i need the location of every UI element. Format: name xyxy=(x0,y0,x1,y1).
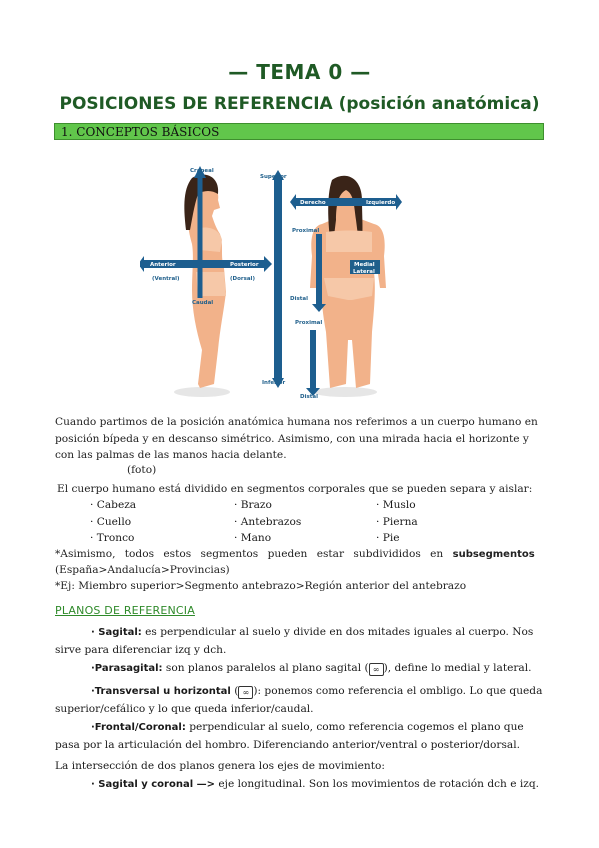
label-dorsal: (Dorsal) xyxy=(230,276,255,282)
eje-longitudinal xyxy=(55,776,547,794)
subsegments-bold: subsegmentos xyxy=(452,549,535,560)
photo-placeholder: (foto) xyxy=(127,464,157,476)
label-superior: Superior xyxy=(260,174,287,180)
label-izquierdo: Izquierdo xyxy=(366,200,396,206)
subsegments-prefix: *Asimismo, todos estos segmentos pueden estar subdivididos en xyxy=(55,548,444,560)
interseccion-text: La intersección de dos planos genera los ejes de movimiento: xyxy=(55,760,385,772)
anatomical-position-paragraph: Cuando partimos de la posición anatómica humana nos referimos a un cuerpo humano en posición bípeda y en descanso simétrico. Asimismo, con una mirada hacia el horizonte y con las palmas de las manos hacia delante. xyxy=(55,416,538,461)
plano-transversal xyxy=(55,683,547,717)
list-item: · Cabeza xyxy=(90,499,137,511)
plano-frontal xyxy=(55,719,547,753)
sagital-label: · Sagital: xyxy=(91,627,142,638)
label-caudal: Caudal xyxy=(192,300,214,306)
plano-parasagital xyxy=(55,660,547,678)
transversal-icon: ∞ xyxy=(238,686,253,699)
label-distal-leg: Distal xyxy=(300,394,318,400)
parasagital-text-1: son planos paralelos al plano sagital ( xyxy=(165,662,369,674)
list-item: · Pie xyxy=(376,532,400,544)
label-ventral: (Ventral) xyxy=(152,276,180,282)
subsegments-example-1: (España>Andalucía>Provincias) xyxy=(55,564,230,576)
parasagital-text-2: ), define lo medial y lateral. xyxy=(383,662,532,674)
label-craneal: Craneal xyxy=(190,168,214,174)
transversal-text-2: ): ponemos como referencia el ombligo. Lo que queda superior/cefálico y lo que queda inferior/caudal. xyxy=(55,685,543,715)
list-item: · Tronco xyxy=(90,532,135,544)
label-medial: Medial xyxy=(354,262,375,268)
list-item: · Muslo xyxy=(376,499,416,511)
list-item: · Cuello xyxy=(90,515,132,528)
parasagital-icon: ∞ xyxy=(369,663,384,676)
transversal-label: ·Transversal u horizontal xyxy=(91,686,231,697)
label-inferior: Inferior xyxy=(262,380,286,386)
sagital-text: es perpendicular al suelo y divide en dos mitades iguales al cuerpo. Nos sirve para diferenciar izq y dch. xyxy=(55,626,534,656)
label-derecho: Derecho xyxy=(300,200,326,206)
segments-col-1 xyxy=(90,497,220,547)
planos-heading: PLANOS DE REFERENCIA xyxy=(55,604,195,617)
frontal-text: perpendicular al suelo, como referencia cogemos el plano que pasa por la articulación del hombro. Diferenciando anterior/ventral o posterior/dorsal. xyxy=(55,721,524,751)
subsegments-text xyxy=(55,546,547,564)
page-title: — TEMA 0 — xyxy=(228,60,371,84)
list-item: · Brazo xyxy=(234,499,272,511)
eje1-label: · Sagital y coronal —> xyxy=(91,779,216,790)
subsegments-example-2: *Ej: Miembro superior>Segmento antebrazo>Región anterior del antebrazo xyxy=(55,580,467,592)
label-proximal-leg: Proximal xyxy=(295,320,323,326)
segments-intro: El cuerpo humano está dividido en segmentos corporales que se pueden separa y aislar: xyxy=(57,483,533,495)
list-item: · Mano xyxy=(234,532,272,544)
list-item: · Antebrazos xyxy=(234,515,302,528)
page-subtitle: POSICIONES DE REFERENCIA (posición anatómica) xyxy=(59,94,540,114)
section-heading: 1. CONCEPTOS BÁSICOS xyxy=(54,123,544,140)
label-anterior: Anterior xyxy=(150,262,176,268)
anatomical-position-figure xyxy=(140,160,410,405)
frontal-label: ·Frontal/Coronal: xyxy=(91,722,186,733)
anatomy-illustration xyxy=(140,160,410,405)
parasagital-label: ·Parasagital: xyxy=(91,663,163,674)
segments-col-3 xyxy=(376,497,506,547)
plano-sagital xyxy=(55,624,547,658)
label-distal-arm: Distal xyxy=(290,296,308,302)
superior-inferior-arrow xyxy=(272,170,284,388)
label-proximal-arm: Proximal xyxy=(292,228,320,234)
label-posterior: Posterior xyxy=(230,262,259,268)
eje1-text: eje longitudinal. Son los movimientos de rotación dch e izq. xyxy=(218,778,539,790)
front-view-figure xyxy=(290,176,402,396)
transversal-text-1: ( xyxy=(234,685,239,697)
segments-col-2 xyxy=(234,497,364,547)
label-lateral: Lateral xyxy=(353,269,375,275)
list-item: · Pierna xyxy=(376,515,418,528)
